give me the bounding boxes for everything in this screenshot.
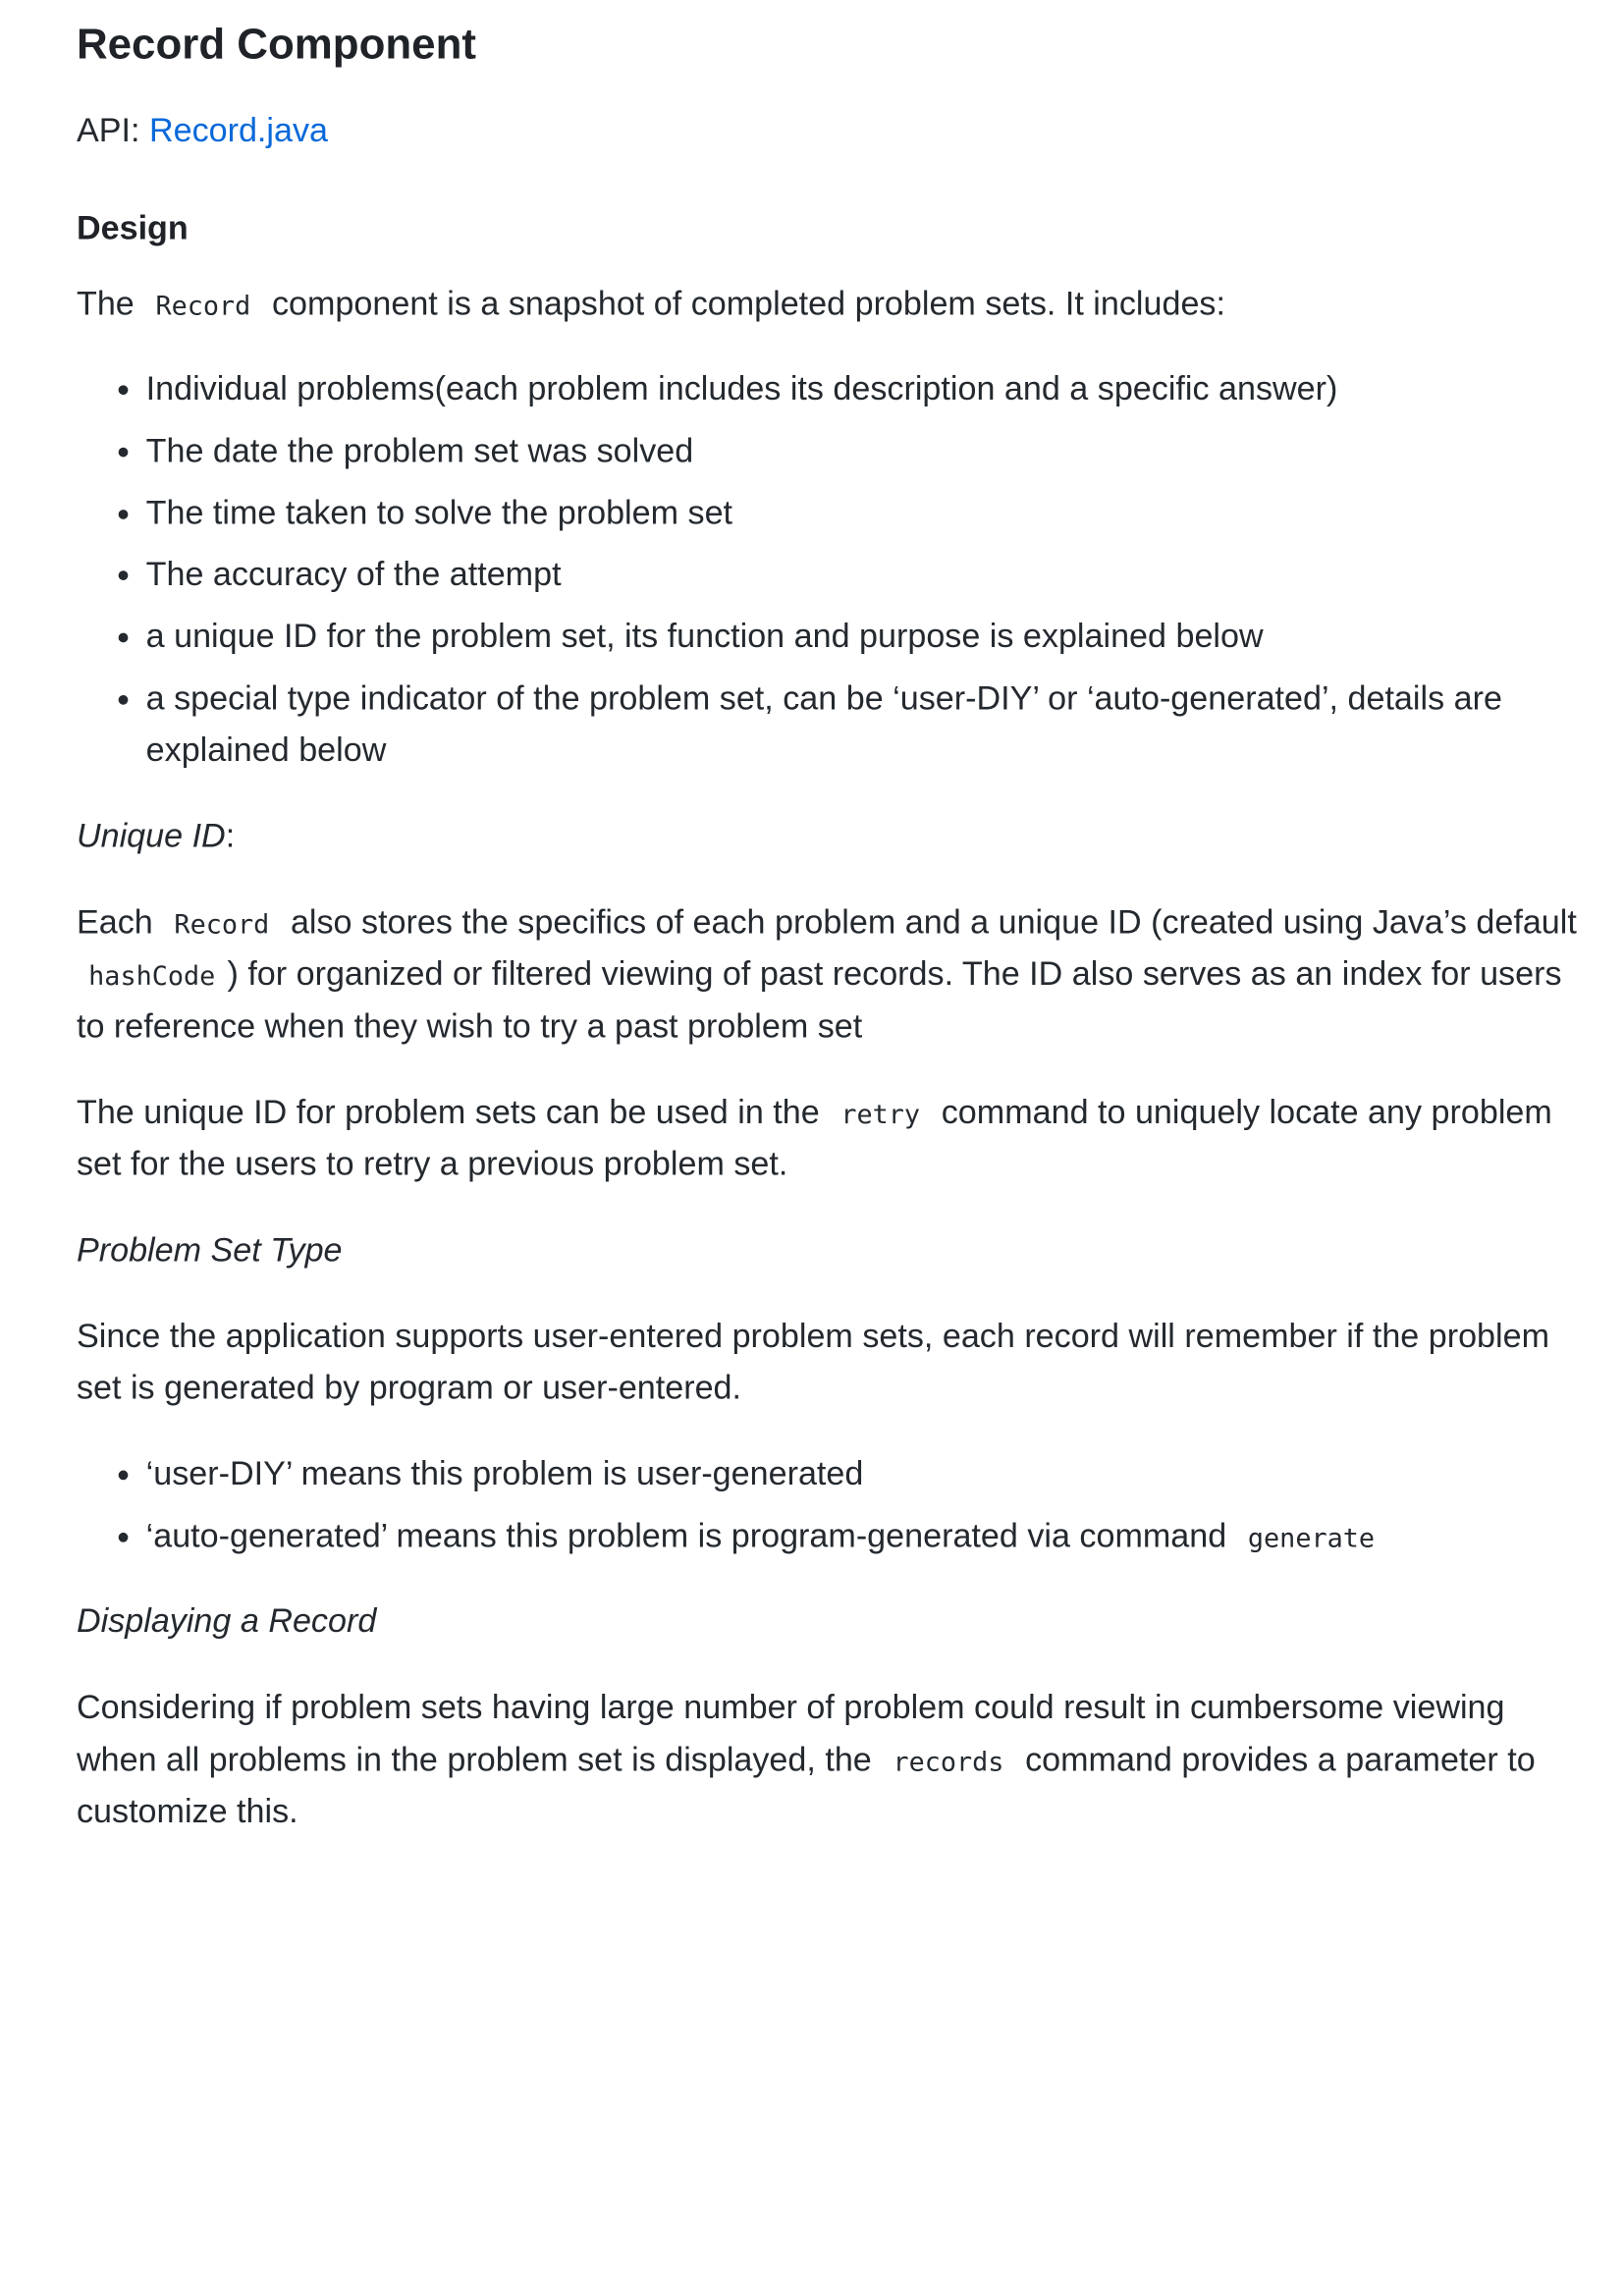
list-item: • a unique ID for the problem set, its function and purpose is explained below	[146, 610, 1580, 662]
displaying-heading-text: Displaying a Record	[76, 1602, 377, 1640]
list-item: • The time taken to solve the problem set	[146, 487, 1580, 539]
unique-id-heading-colon: :	[225, 817, 236, 855]
para-text: also stores the specifics of each problem and a unique ID (created using Java’s default	[290, 902, 1577, 941]
displaying-para	[77, 1681, 1579, 1838]
list-item-text: ‘auto-generated’ means this problem is program-generated via command	[145, 1516, 1227, 1554]
para-text: command to uniquely locate any problem set for the users to retry a previous problem set.	[76, 1093, 1552, 1183]
problem-set-type-para: Since the application supports user-entered problem sets, each record will remember if the problem set is generated by program or user-entered.	[76, 1317, 1550, 1407]
unique-id-para-2	[77, 1086, 1579, 1190]
type-list	[77, 1447, 1579, 1561]
list-item: • The accuracy of the attempt	[146, 549, 1580, 601]
design-heading: Design	[76, 208, 189, 246]
intro-text-2: component is a snapshot of completed problem sets. It includes:	[271, 284, 1225, 322]
para-text: Considering if problem sets having large number of problem could result in cumbersome viewing when all problems in the problem set is displayed, the	[76, 1688, 1505, 1778]
unique-id-heading	[77, 810, 1579, 862]
api-line	[77, 104, 1579, 156]
para-text: ) for organized or filtered viewing of past records. The ID also serves as an index for users to reference when they wish to try a past problem set	[76, 954, 1562, 1045]
design-list	[77, 363, 1579, 777]
generate-code: generate	[1247, 1524, 1376, 1554]
intro-text-1: The	[76, 284, 135, 322]
list-item	[146, 1509, 1580, 1561]
list-item: • Individual problems(each problem includes its description and a specific answer)	[146, 363, 1580, 415]
api-label: API:	[76, 111, 140, 149]
hashcode-code: hashCode	[88, 962, 216, 993]
para-text: The unique ID for problem sets can be used in the	[76, 1093, 820, 1131]
list-item: • The date the problem set was solved	[146, 425, 1580, 477]
record-code: Record	[155, 291, 251, 322]
problem-set-type-heading-text: Problem Set Type	[76, 1230, 343, 1269]
records-code: records	[893, 1747, 1004, 1778]
list-item: • ‘user-DIY’ means this problem is user-generated	[146, 1447, 1580, 1499]
design-intro	[77, 277, 1579, 329]
markdown-body	[77, 0, 1579, 1871]
para-text: Each	[76, 902, 153, 941]
record-java-link[interactable]: Record.java	[148, 111, 329, 149]
problem-set-type-heading	[77, 1224, 1579, 1276]
displaying-heading	[77, 1596, 1579, 1648]
page-title: Record Component	[76, 19, 476, 69]
retry-code: retry	[840, 1100, 921, 1131]
list-item: • a special type indicator of the problem set, can be ‘user-DIY’ or ‘auto-generated’, details are explained below	[146, 672, 1580, 776]
unique-id-heading-text: Unique ID	[76, 817, 226, 855]
para-text: command provides a parameter to customize this.	[76, 1740, 1536, 1830]
unique-id-para-1	[77, 895, 1579, 1053]
record-code: Record	[174, 909, 270, 941]
